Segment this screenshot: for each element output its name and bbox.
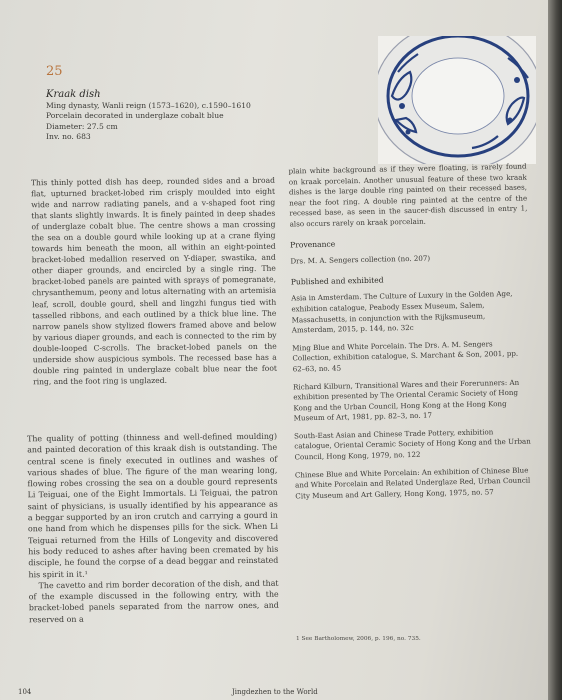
left-column-lower <box>27 431 279 626</box>
left-column-upper <box>31 175 277 387</box>
published-heading: Published and exhibited <box>290 275 384 287</box>
continuation-paragraph: plain white background as if they were floating, is rarely found on kraak porcelain. Another unusual feature of these two kraak dishes is the large double ring painted on their recessed bases, near the foot ring. A double ring painted at the centre of the recessed base, as seen in the saucer-dish discussed in entry 1, also occurs rarely on kraak porcelain. <box>288 161 528 229</box>
reference-entry: Richard Kilburn, Transitional Wares and their Forerunners: An exhibition presented by The Oriental Ceramic Society of Hong Kong and the Urban Council, Hong Kong at the Hong Kong Museum of Art, 1981, pp. 82–3, no. 17 <box>292 377 520 423</box>
reference-entry: Asia in Amsterdam. The Culture of Luxury in the Golden Age, exhibition catalogue, Peabody Essex Museum, Salem, Massachusetts, in conjunction with the Rijksmuseum, Amsterdam, 2015, p. 144, no. 32c <box>291 289 513 335</box>
entry-dating: Ming dynasty, Wanli reign (1573–1620), c.1590–1610 <box>46 101 251 110</box>
page-edge-shadow <box>548 0 562 700</box>
reference-entry: Chinese Blue and White Porcelain: An exhibition of Chinese Blue and White Porcelain and Related Underglaze Red, Urban Council City Museum and Art Gallery, Hong Kong, 1975, no. 57 <box>294 465 531 501</box>
commentary-paragraph-continued: The cavetto and rim border decoration of the dish, and that of the example discussed in the following entry, with the bracket-lobed panels separated from the narrow ones, and reserved on a <box>28 578 279 625</box>
provenance-text: Drs. M. A. Sengers collection (no. 207) <box>290 253 431 266</box>
commentary-paragraph: The quality of potting (thinness and well-defined moulding) and painted decoration of this kraak dish is outstanding. The central scene is finely executed in outlines and washes of various shades of blue. The figure of the man wearing long, flowing robes crossing the sea on a double gourd represents Li Teiguai, one of the Eight Immortals. Li Teiguai, the patron saint of physicians, is usually identified by his appearance as a beggar supported by an iron crutch and carrying a gourd in one hand from which he dispenses pills for the sick. When Li Teiguai returned from the Hills of Longevity and discovered his body reduced to ashes after having been cremated by his disciple, he found the corpse of a dead beggar and reinstated his spirit in it.¹ <box>27 431 279 579</box>
running-head: Jingdezhen to the World <box>232 688 318 696</box>
dish-photo <box>378 36 536 164</box>
entry-diameter: Diameter: 27.5 cm <box>46 121 118 131</box>
kraak-dish-image <box>378 36 536 164</box>
entry-material: Porcelain decorated in underglaze cobalt blue <box>46 111 224 121</box>
reference-entry: South-East Asian and Chinese Trade Pottery, exhibition catalogue, Oriental Ceramic Society of Hong Kong and the Urban Council, Hong Kong, 1979, no. 122 <box>293 427 531 462</box>
entry-header <box>46 88 296 143</box>
reference-entry: Ming Blue and White Porcelain. The Drs. A. M. Sengers Collection, exhibition catalogue, S. Marchant & Son, 2001, pp. 62–63, no. 45 <box>292 339 519 374</box>
description-paragraph: This thinly potted dish has deep, rounded sides and a broad flat, upturned bracket-lobed rim crisply moulded into eight wide and narrow radiating panels, and a v-shaped foot ring that slants slightly inwards. It is finely painted in deep shades of underglaze cobalt blue. The centre shows a man crossing the sea on a double gourd while looking up at a crane flying towards him beneath the moon, all within an eight-pointed bracket-lobed medallion reserved on Y-diaper, swastika, and other diaper grounds, and encircled by a single ring. The bracket-lobed panels are painted with sprays of pomegranate, chrysanthemum, peony and lotus alternating with an artemisia leaf, scroll, double gourd, shell and lingzhi fungus tied with tasselled ribbons, and each outlined by a thick blue line. The narrow panels show stylized flowers framed above and below by various diaper grounds, and each is connected to the rim by double-looped C-scrolls. The bracket-lobed panels on the underside show auspicious symbols. The recessed base has a double ring painted in underglaze cobalt blue near the foot ring, and the foot ring is unglazed. <box>30 175 277 387</box>
catalogue-number: 25 <box>46 64 63 79</box>
entry-inventory: Inv. no. 683 <box>46 132 91 142</box>
entry-title: Kraak dish <box>46 89 101 100</box>
right-column <box>288 162 533 509</box>
footnote: 1 See Bartholomew, 2006, p. 196, no. 735. <box>296 636 421 642</box>
page-number: 104 <box>18 688 32 696</box>
provenance-heading: Provenance <box>289 239 336 250</box>
